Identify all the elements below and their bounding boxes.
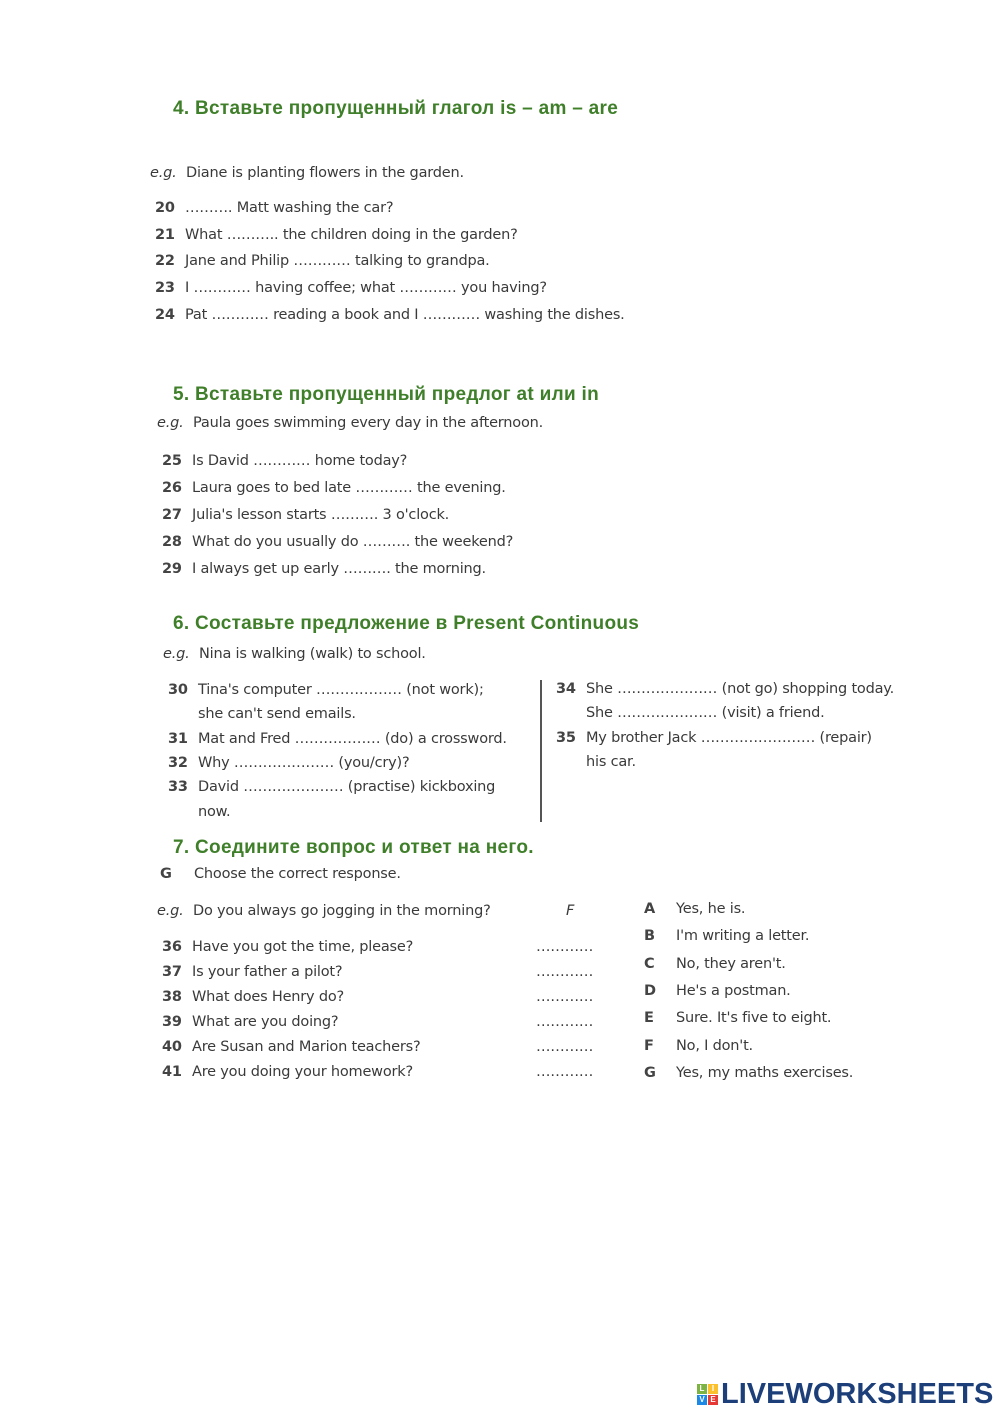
item-text: ………. Matt washing the car? <box>185 200 394 216</box>
item-text: Why ………………… (you/cry)? <box>198 755 410 771</box>
item-text: What does Henry do? <box>192 989 345 1005</box>
answer-blank[interactable]: ………… <box>536 1039 594 1055</box>
response-option <box>644 1065 853 1081</box>
item-number: 32 <box>168 755 188 771</box>
question-item <box>162 964 342 980</box>
item-number: 31 <box>168 731 188 747</box>
item-number: D <box>644 982 656 999</box>
item-text: My brother Jack …………………… (repair) <box>586 730 872 746</box>
item-text: Is David ………… home today? <box>192 453 408 469</box>
example-line <box>163 646 426 662</box>
exercise-item <box>155 280 547 296</box>
exercise-item <box>168 682 484 698</box>
item-number: 33 <box>168 779 188 795</box>
section-6-title: 6. Составьте предложение в Present Continuous <box>173 613 640 634</box>
item-text: Sure. It's five to eight. <box>676 1010 832 1027</box>
item-number: F <box>644 1037 654 1054</box>
response-option <box>644 983 791 999</box>
item-text: What ……….. the children doing in the garden? <box>185 226 518 243</box>
exercise-item <box>162 561 486 577</box>
example-line <box>157 415 543 431</box>
exercise-item <box>162 507 449 523</box>
item-number: E <box>644 1010 654 1027</box>
answer-blank[interactable]: ………… <box>536 1064 594 1080</box>
item-number: 24 <box>155 306 175 323</box>
item-text: She ………………… (not go) shopping today. <box>586 681 895 697</box>
item-text: Jane and Philip ………… talking to grandpa. <box>185 253 490 270</box>
item-text: Pat ………… reading a book and I ………… washing the dishes. <box>185 306 625 323</box>
section-7-title: 7. Соедините вопрос и ответ на него. <box>173 837 534 858</box>
item-number: 26 <box>162 480 182 496</box>
answer-blank[interactable]: ………… <box>536 1014 594 1030</box>
response-option <box>644 1010 831 1026</box>
exercise-item <box>556 705 825 721</box>
question-item <box>162 1064 413 1080</box>
exercise-item <box>168 779 495 795</box>
exercise-item <box>556 681 894 697</box>
item-text: Tina's computer ……………… (not work); <box>198 682 484 698</box>
exercise-item <box>168 706 356 722</box>
exercise-item <box>162 534 513 550</box>
item-text: No, they aren't. <box>676 955 786 972</box>
exercise-item <box>155 227 518 243</box>
answer-blank[interactable]: ………… <box>536 989 594 1005</box>
question-item <box>162 1014 338 1030</box>
example-label: e.g. <box>157 415 184 431</box>
item-number: 35 <box>556 730 576 746</box>
item-text: What do you usually do ………. the weekend? <box>192 534 514 550</box>
logo-letter: I <box>708 1384 718 1394</box>
item-text: Are Susan and Marion teachers? <box>192 1039 421 1055</box>
item-number: 36 <box>162 939 182 955</box>
response-option <box>644 956 786 972</box>
item-number: B <box>644 928 655 945</box>
item-number: 38 <box>162 989 182 1005</box>
item-number: 34 <box>556 681 576 697</box>
item-text: his car. <box>586 754 636 770</box>
item-number: 25 <box>162 453 182 469</box>
logo-letter: V <box>697 1395 707 1405</box>
item-number: 28 <box>162 534 182 550</box>
section-5-title: 5. Вставьте пропущенный предлог at или in <box>173 384 599 405</box>
response-option <box>644 928 809 944</box>
exercise-item <box>556 754 636 770</box>
exercise-item <box>168 731 507 747</box>
section-4-title: 4. Вставьте пропущенный глагол is – am – are <box>173 98 619 119</box>
example-text: Do you always go jogging in the morning? <box>193 903 491 919</box>
item-text: Yes, he is. <box>676 901 746 917</box>
item-number: 40 <box>162 1039 182 1055</box>
exercise-item <box>155 253 490 269</box>
item-number: 27 <box>162 507 182 523</box>
item-number: 29 <box>162 561 182 577</box>
item-text: I always get up early ………. the morning. <box>192 561 486 577</box>
answer-blank[interactable]: ………… <box>536 939 594 955</box>
response-option <box>644 1038 753 1054</box>
item-text: Mat and Fred ……………… (do) a crossword. <box>198 731 507 747</box>
instruction-line <box>160 866 401 882</box>
exercise-item <box>168 755 409 771</box>
exercise-item <box>162 480 506 496</box>
answer-blank[interactable]: ………… <box>536 964 594 980</box>
item-text: He's a postman. <box>676 982 791 999</box>
response-option <box>644 901 745 917</box>
logo-icon <box>697 1384 718 1405</box>
logo-letter: E <box>708 1395 718 1405</box>
example-label: e.g. <box>163 646 190 662</box>
item-text: She ………………… (visit) a friend. <box>586 705 825 721</box>
item-number: 41 <box>162 1064 182 1080</box>
item-number: 23 <box>155 280 175 297</box>
item-number: 20 <box>155 200 175 216</box>
item-number: G <box>644 1064 656 1081</box>
example-answer: F <box>566 903 575 919</box>
item-text: What are you doing? <box>192 1014 339 1030</box>
item-text: Laura goes to bed late ………… the evening. <box>192 480 506 496</box>
item-number: 39 <box>162 1014 182 1030</box>
item-text: she can't send emails. <box>198 706 356 722</box>
logo-letter: L <box>697 1384 707 1394</box>
item-number: A <box>644 901 656 917</box>
logo-text: LIVEWORKSHEETS <box>721 1378 994 1410</box>
column-divider <box>540 680 542 822</box>
exercise-item <box>155 307 625 323</box>
liveworksheets-logo <box>697 1378 993 1411</box>
question-item <box>162 1039 420 1055</box>
example-label: e.g. <box>157 903 184 919</box>
item-text: I'm writing a letter. <box>676 928 810 945</box>
item-number: 37 <box>162 964 182 980</box>
question-item <box>162 989 344 1005</box>
exercise-item <box>162 453 407 469</box>
item-number: G <box>160 866 172 882</box>
example-line <box>150 165 464 181</box>
item-number: 21 <box>155 226 175 243</box>
item-text: Have you got the time, please? <box>192 939 414 955</box>
item-text: Is your father a pilot? <box>192 964 343 980</box>
item-text: No, I don't. <box>676 1037 753 1054</box>
item-text: Choose the correct response. <box>194 866 401 882</box>
exercise-item <box>556 730 872 746</box>
item-text: Are you doing your homework? <box>192 1064 413 1080</box>
example-line <box>157 903 491 919</box>
example-text: Paula goes swimming every day in the afternoon. <box>193 415 544 431</box>
item-text: Yes, my maths exercises. <box>676 1064 854 1081</box>
question-item <box>162 939 413 955</box>
exercise-item <box>155 200 393 216</box>
item-number: C <box>644 955 655 972</box>
example-text: Diane is planting flowers in the garden. <box>186 165 464 181</box>
item-number: 30 <box>168 682 188 698</box>
item-text: now. <box>198 804 231 820</box>
item-text: David ………………… (practise) kickboxing <box>198 779 496 795</box>
example-text: Nina is walking (walk) to school. <box>199 646 426 662</box>
item-number: 22 <box>155 253 175 270</box>
item-text: Julia's lesson starts ………. 3 o'clock. <box>192 507 450 523</box>
example-label: e.g. <box>150 165 177 181</box>
item-text: I ………… having coffee; what ………… you having? <box>185 280 547 297</box>
exercise-item <box>168 804 230 820</box>
